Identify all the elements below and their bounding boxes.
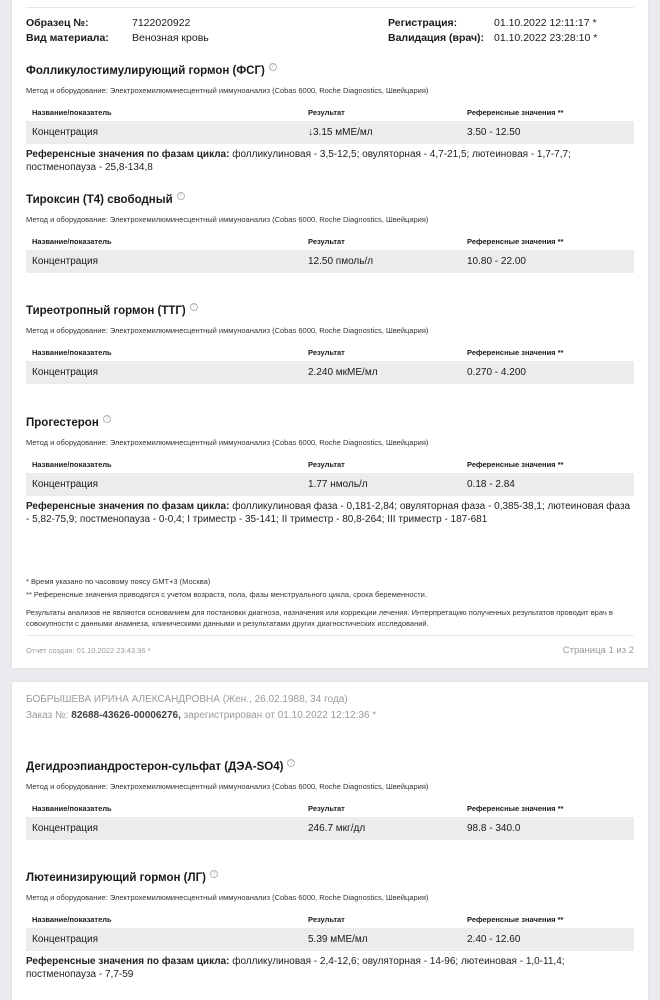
header-result: Результат <box>308 237 345 246</box>
header-reference: Референсные значения ** <box>467 804 564 813</box>
test-title: Прогестерон <box>26 417 99 429</box>
header-result: Результат <box>308 915 345 924</box>
test-method: Метод и оборудование: Электрохемилюминесцентный иммуноанализ (Cobas 6000, Roche Diagnostics, Швейцария) <box>26 86 429 95</box>
report-notes <box>26 575 634 629</box>
help-icon[interactable]: ? <box>177 192 185 200</box>
test-title: Дегидроэпиандростерон-сульфат (ДЭА-SO4) <box>26 761 284 773</box>
test-title: Тироксин (Т4) свободный <box>26 194 173 206</box>
test-section-fsh <box>26 62 634 174</box>
test-section-dhea-s <box>26 758 634 840</box>
header-reference: Референсные значения ** <box>467 348 564 357</box>
order-prefix: Заказ №: <box>26 710 72 721</box>
help-icon[interactable]: ? <box>103 415 111 423</box>
test-title: Лютеинизирующий гормон (ЛГ) <box>26 872 206 884</box>
help-icon[interactable]: ? <box>287 759 295 767</box>
test-section-lh <box>26 869 634 981</box>
row-result: 5.39 мМЕ/мл <box>308 934 368 945</box>
phase-text: фолликулиновая - 3,5-12,5; овуляторная - 4,7-21,5; лютеиновая - 1,7-7,7; постменопауза - 25,8-134,8 <box>26 149 571 173</box>
test-section-tsh <box>26 302 634 384</box>
reference-note: ** Референсные значения приводятся с учетом возраста, пола, фазы менструального цикла, срока беременности. <box>26 590 427 599</box>
patient-info <box>26 692 634 724</box>
phase-text: фолликулиновая фаза - 0,181-2,84; овуляторная фаза - 0,385-38,1; лютеиновая фаза - 5,82-75,9; постменопауза - 0-0,4; I триместр - 35-141; II триместр - 80,8-264; III триместр - 187-681 <box>26 501 631 525</box>
header-name: Название/показатель <box>32 237 112 246</box>
row-result: 1.77 нмоль/л <box>308 479 368 490</box>
row-name: Концентрация <box>32 367 99 378</box>
row-result: 2.240 мкМЕ/мл <box>308 367 378 378</box>
header-result: Результат <box>308 804 345 813</box>
header-divider <box>26 7 634 8</box>
test-title: Тиреотропный гормон (ТТГ) <box>26 305 186 317</box>
header-result: Результат <box>308 348 345 357</box>
header-name: Название/показатель <box>32 804 112 813</box>
table-header <box>26 346 634 360</box>
help-icon[interactable]: ? <box>210 870 218 878</box>
test-section-progesterone <box>26 414 634 526</box>
table-row <box>26 121 634 144</box>
sample-label: Образец №: <box>26 17 89 29</box>
phase-references <box>26 955 634 981</box>
row-name: Концентрация <box>32 823 99 834</box>
sample-meta <box>26 16 634 46</box>
row-reference: 2.40 - 12.60 <box>467 934 521 945</box>
table-row <box>26 473 634 496</box>
validation-value: 01.10.2022 23:28:10 * <box>494 32 598 44</box>
help-icon[interactable]: ? <box>190 303 198 311</box>
table-header <box>26 235 634 249</box>
page-footer <box>26 642 634 658</box>
test-section-t4 <box>26 191 634 273</box>
table-row <box>26 817 634 840</box>
table-row <box>26 250 634 273</box>
order-registered: зарегистрирован от 01.10.2022 12:12:36 * <box>180 710 377 721</box>
help-icon[interactable]: ? <box>269 63 277 71</box>
table-header <box>26 802 634 816</box>
order-line <box>26 708 634 724</box>
material-label: Вид материала: <box>26 32 109 44</box>
row-name: Концентрация <box>32 934 99 945</box>
footer-divider <box>26 635 634 636</box>
header-name: Название/показатель <box>32 108 112 117</box>
header-name: Название/показатель <box>32 915 112 924</box>
header-reference: Референсные значения ** <box>467 460 564 469</box>
header-reference: Референсные значения ** <box>467 915 564 924</box>
patient-name: БОБРЫШЕВА ИРИНА АЛЕКСАНДРОВНА (Жен., 26.02.1988, 34 года) <box>26 694 348 705</box>
row-reference: 0.270 - 4.200 <box>467 367 526 378</box>
row-result: 246.7 мкг/дл <box>308 823 366 834</box>
table-row <box>26 361 634 384</box>
table-row <box>26 928 634 951</box>
phase-references <box>26 500 634 526</box>
timezone-note: * Время указано по часовому поясу GMT+3 (Москва) <box>26 577 211 586</box>
report-created: Отчет создан: 01.10.2022 23:43:36 * <box>26 645 151 655</box>
registration-value: 01.10.2022 12:11:17 * <box>494 17 597 29</box>
validation-label: Валидация (врач): <box>388 32 485 44</box>
material-value: Венозная кровь <box>132 32 209 44</box>
row-name: Концентрация <box>32 256 99 267</box>
row-name: Концентрация <box>32 127 99 138</box>
table-header <box>26 458 634 472</box>
row-reference: 10.80 - 22.00 <box>467 256 526 267</box>
table-header <box>26 913 634 927</box>
header-result: Результат <box>308 460 345 469</box>
phase-label: Референсные значения по фазам цикла: <box>26 956 230 967</box>
test-title: Фолликулостимулирующий гормон (ФСГ) <box>26 65 265 77</box>
header-reference: Референсные значения ** <box>467 237 564 246</box>
phase-references <box>26 148 634 174</box>
header-result: Результат <box>308 108 345 117</box>
row-name: Концентрация <box>32 479 99 490</box>
test-method: Метод и оборудование: Электрохемилюминесцентный иммуноанализ (Cobas 6000, Roche Diagnostics, Швейцария) <box>26 326 429 335</box>
disclaimer: Результаты анализов не являются основанием для постановки диагноза, назначения или коррекции лечения. Интерпретацию полученных результатов проводит врач в совокупности с данными анамнеза, клиническими данными и результатами других диагностических исследований. <box>26 608 613 628</box>
phase-text: фолликулиновая - 2,4-12,6; овуляторная - 14-96; лютеиновая - 1,0-11,4; постменопауза - 7,7-59 <box>26 956 565 980</box>
row-reference: 3.50 - 12.50 <box>467 127 521 138</box>
registration-label: Регистрация: <box>388 17 458 29</box>
test-method: Метод и оборудование: Электрохемилюминесцентный иммуноанализ (Cobas 6000, Roche Diagnostics, Швейцария) <box>26 893 429 902</box>
row-reference: 98.8 - 340.0 <box>467 823 521 834</box>
test-method: Метод и оборудование: Электрохемилюминесцентный иммуноанализ (Cobas 6000, Roche Diagnostics, Швейцария) <box>26 215 429 224</box>
row-reference: 0.18 - 2.84 <box>467 479 515 490</box>
row-result: ↓3.15 мМЕ/мл <box>308 127 373 138</box>
order-number: 82688-43626-00006276, <box>71 710 181 721</box>
table-header <box>26 106 634 120</box>
header-name: Название/показатель <box>32 460 112 469</box>
header-name: Название/показатель <box>32 348 112 357</box>
test-method: Метод и оборудование: Электрохемилюминесцентный иммуноанализ (Cobas 6000, Roche Diagnostics, Швейцария) <box>26 438 429 447</box>
row-result: 12.50 пмоль/л <box>308 256 374 267</box>
sample-value: 7122020922 <box>132 17 191 29</box>
phase-label: Референсные значения по фазам цикла: <box>26 501 230 512</box>
test-method: Метод и оборудование: Электрохемилюминесцентный иммуноанализ (Cobas 6000, Roche Diagnostics, Швейцария) <box>26 782 429 791</box>
phase-label: Референсные значения по фазам цикла: <box>26 149 230 160</box>
report-page-2 <box>12 682 648 1000</box>
report-page-1 <box>12 0 648 668</box>
page-number: Страница 1 из 2 <box>562 644 634 656</box>
header-reference: Референсные значения ** <box>467 108 564 117</box>
